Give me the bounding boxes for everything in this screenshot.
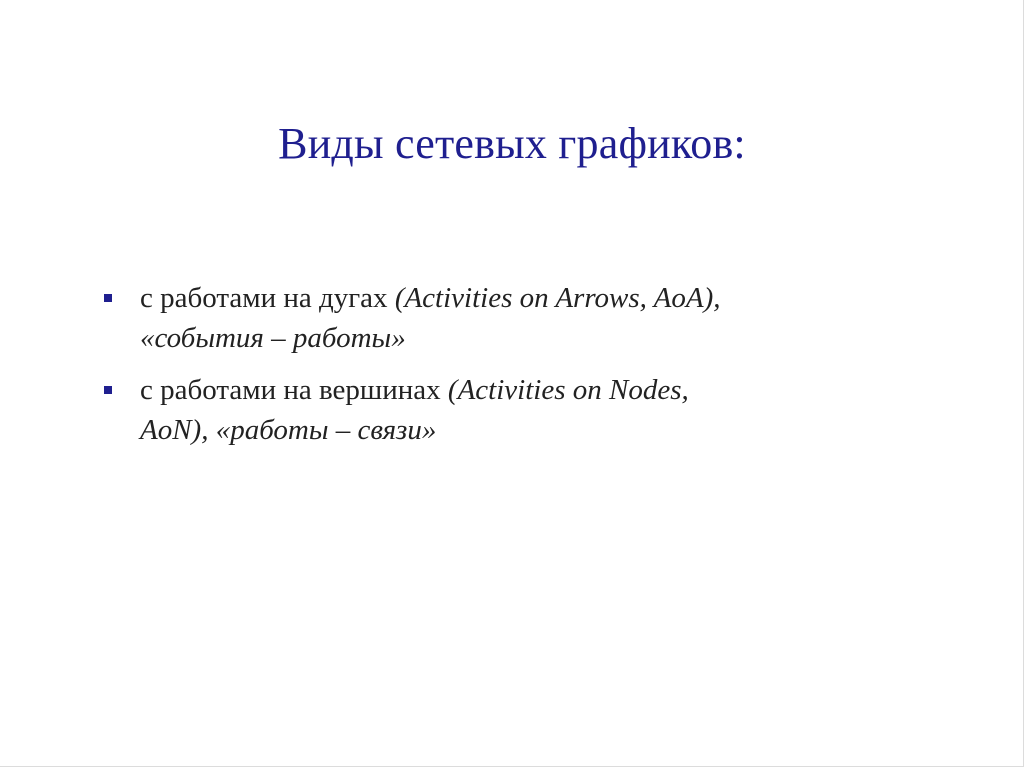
bullet-line-1 — [140, 278, 864, 318]
slide-title: Виды сетевых графиков: — [278, 119, 746, 168]
bullet-text-italic: (Activities on Arrows, AoA), — [394, 282, 721, 314]
bullet-text-italic: (Activities on Nodes, — [447, 374, 689, 406]
bullet-text-normal: с работами на дугах — [140, 282, 395, 314]
bullet-list — [104, 278, 864, 462]
square-bullet-icon — [104, 294, 112, 302]
bullet-item-aoa — [104, 278, 864, 358]
bullet-line-1 — [140, 370, 864, 410]
bullet-text-normal: с работами на вершинах — [140, 374, 448, 406]
square-bullet-icon — [104, 386, 112, 394]
bullet-line-2: «события – работы» — [140, 322, 406, 354]
bullet-item-aon — [104, 370, 864, 450]
bullet-line-2: AoN), «работы – связи» — [140, 414, 437, 446]
